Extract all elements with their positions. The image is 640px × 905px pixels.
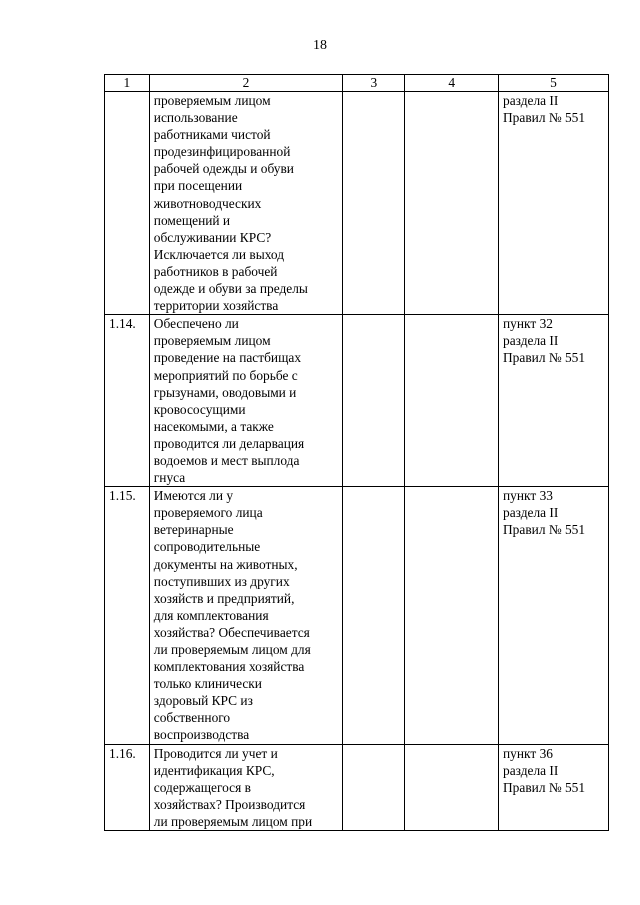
header-col-2: 2	[149, 75, 342, 92]
cell-col-4	[405, 744, 499, 830]
reference-text: пункт 33 раздела II Правил № 551	[499, 487, 609, 744]
cell-col-4	[405, 92, 499, 315]
header-row	[105, 75, 609, 92]
reference-text: пункт 36 раздела II Правил № 551	[499, 744, 609, 830]
reference-text: пункт 32 раздела II Правил № 551	[499, 315, 609, 487]
row-number: 1.14.	[105, 315, 150, 487]
header-col-5: 5	[499, 75, 609, 92]
cell-col-3	[343, 487, 405, 744]
row-number: 1.16.	[105, 744, 150, 830]
checklist-table	[104, 74, 609, 831]
table-row	[105, 315, 609, 487]
question-text: Имеются ли у проверяемого лица ветеринарные сопроводительные документы на животных, поступивших из других хозяйств и предприятий, для комплектования хозяйства? Обеспечивается ли проверяемым лицом для комплектования хозяйства только клинически здоровый КРС из собственного воспроизводства	[149, 487, 342, 744]
header-col-4: 4	[405, 75, 499, 92]
reference-text: раздела II Правил № 551	[499, 92, 609, 315]
cell-col-3	[343, 92, 405, 315]
question-text: проверяемым лицом использование работниками чистой продезинфицированной рабочей одежды и обуви при посещении животноводческих помещений и обслуживании КРС? Исключается ли выход работников в рабочей одежде и обуви за пределы территории хозяйства	[149, 92, 342, 315]
cell-col-3	[343, 315, 405, 487]
row-number: 1.15.	[105, 487, 150, 744]
table-row	[105, 744, 609, 830]
header-col-1: 1	[105, 75, 150, 92]
table-row	[105, 487, 609, 744]
header-col-3: 3	[343, 75, 405, 92]
question-text: Обеспечено ли проверяемым лицом проведение на пастбищах мероприятий по борьбе с грызунами, оводовыми и кровососущими насекомыми, а также проводится ли деларвация водоемов и мест выплода гнуса	[149, 315, 342, 487]
cell-col-3	[343, 744, 405, 830]
cell-col-4	[405, 487, 499, 744]
table-row	[105, 92, 609, 315]
cell-col-4	[405, 315, 499, 487]
question-text: Проводится ли учет и идентификация КРС, содержащегося в хозяйствах? Производится ли проверяемым лицом при	[149, 744, 342, 830]
row-number	[105, 92, 150, 315]
page-number: 18	[313, 38, 327, 53]
